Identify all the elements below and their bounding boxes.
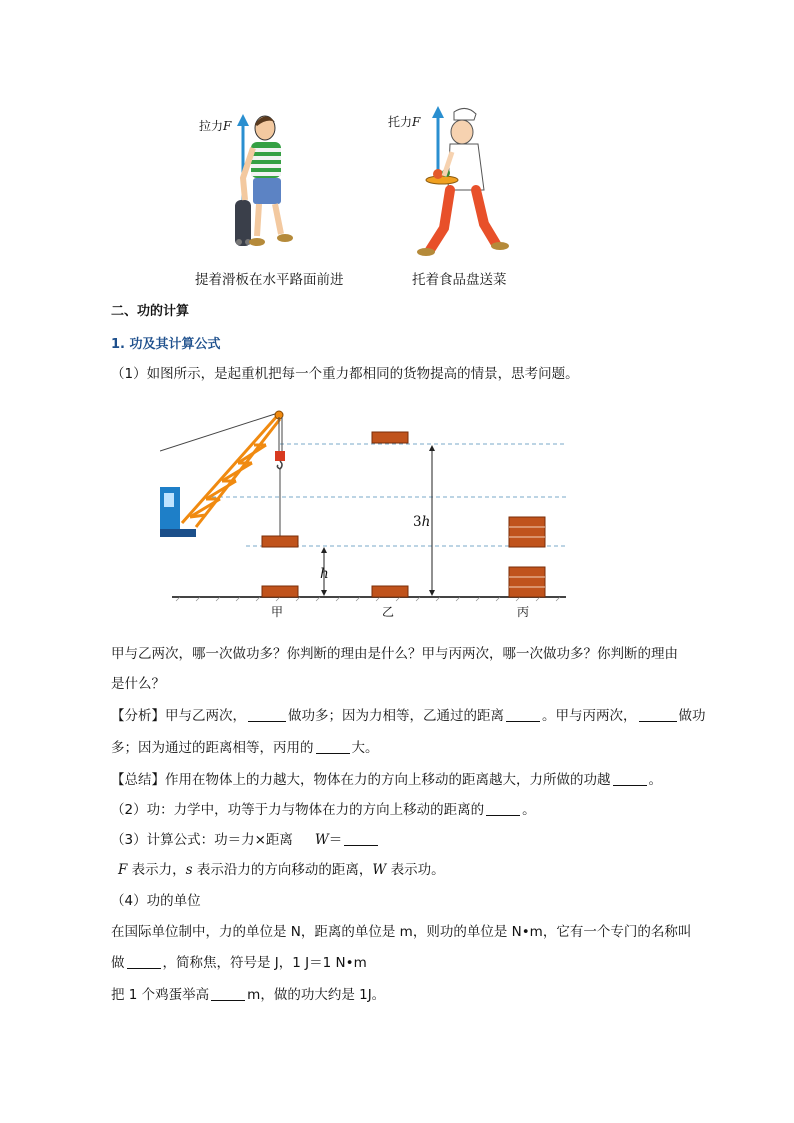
blank-egg[interactable] (211, 986, 245, 1001)
crane-boom (182, 415, 280, 527)
symbol-s: s (185, 862, 193, 878)
unit-text-2: ，简称焦，符号是 J，1 J＝1 N•m (162, 955, 367, 971)
blank-q3[interactable] (344, 831, 378, 846)
question-line-2: 是什么？ (111, 676, 165, 692)
unit-line-1: 在国际单位制中，力的单位是 N，距离的单位是 m，则功的单位是 N•m，它有一个专门的名称叫 (111, 924, 692, 940)
brick-jia-ground (262, 586, 298, 597)
analysis-line-2 (111, 738, 379, 758)
unit-line-2 (111, 953, 367, 973)
symbol-w: W (372, 862, 387, 878)
analysis-text-4: 做功 (678, 708, 706, 724)
brick-jia-raised (262, 536, 298, 547)
label-3h-var: h (421, 514, 431, 530)
bricks-bing-raised (509, 517, 545, 547)
label-h (320, 564, 329, 584)
q2-line (111, 800, 536, 820)
symbols-line (118, 860, 445, 880)
section-title: 二、功的计算 (111, 304, 190, 319)
caption-left: 提着滑板在水平路面前进 (195, 272, 344, 288)
label-jia: 甲 (271, 605, 284, 619)
label-h-var: h (320, 566, 329, 582)
label-3h-num: 3 (413, 514, 422, 530)
label-support-force-text: 托力 (388, 115, 413, 129)
egg-line (111, 985, 385, 1005)
analysis-text-5: 多；因为通过的距离相等，丙用的 (111, 740, 314, 756)
bricks-bing-ground (509, 567, 545, 597)
question-1-intro: （1）如图所示，是起重机把每一个重力都相同的货物提高的情景，思考问题。 (111, 366, 579, 382)
blank-summary[interactable] (613, 771, 647, 786)
q4-title: （4）功的单位 (111, 893, 201, 909)
crane-diagram (160, 405, 570, 625)
egg-text-1: 把 1 个鸡蛋举高 (111, 987, 210, 1003)
symbol-f: F (118, 862, 128, 878)
label-support-force-var: F (412, 115, 421, 129)
q3-text-1: （3）计算公式：功＝力×距离 (111, 832, 293, 848)
symbols-text-2: 表示沿力的方向移动的距离， (192, 862, 373, 878)
q2-text-1: （2）功：力学中，功等于力与物体在力的方向上移动的距离的 (111, 802, 485, 818)
summary-line (111, 770, 662, 790)
subsection-title: 1. 功及其计算公式 (111, 337, 221, 352)
label-pull-force-var: F (223, 119, 232, 133)
symbols-text-1: 表示力， (127, 862, 186, 878)
analysis-text-6: 大。 (351, 740, 379, 756)
blank-unit-name[interactable] (127, 954, 161, 969)
caption-right: 托着食品盘送菜 (412, 272, 507, 288)
label-3h (413, 512, 430, 532)
label-bing: 丙 (517, 605, 530, 619)
blank-analysis-2[interactable] (506, 707, 540, 722)
label-pull-force (199, 116, 231, 136)
blank-analysis-1[interactable] (248, 707, 286, 722)
summary-text-2: 。 (648, 772, 662, 788)
brick-yi-ground (372, 586, 408, 597)
egg-text-2: m，做的功大约是 1J。 (247, 987, 386, 1003)
label-support-force (388, 112, 420, 132)
crane-hook (277, 461, 282, 469)
analysis-line-1 (111, 706, 706, 726)
blank-analysis-4[interactable] (316, 739, 350, 754)
q3-var-w: W (314, 832, 329, 848)
q2-text-2: 。 (522, 802, 536, 818)
question-line-1: 甲与乙两次，哪一次做功多？你判断的理由是什么？甲与丙两次，哪一次做功多？你判断的理由 (111, 646, 678, 662)
analysis-text-2: 做功多；因为力相等，乙通过的距离 (288, 708, 504, 724)
q3-line (111, 830, 380, 850)
crane-hook-block (275, 451, 285, 461)
brick-yi-raised (372, 432, 408, 443)
q3-text-eq: ＝ (328, 832, 343, 848)
summary-text-1: 【总结】作用在物体上的力越大，物体在力的方向上移动的距离越大，力所做的功越 (111, 772, 611, 788)
label-pull-force-text: 拉力 (199, 119, 224, 133)
blank-q2[interactable] (486, 801, 520, 816)
blank-analysis-3[interactable] (639, 707, 677, 722)
label-yi: 乙 (382, 605, 395, 619)
analysis-text-1: 【分析】甲与乙两次， (111, 708, 246, 724)
crane-figure (160, 405, 570, 625)
unit-text-1: 做 (111, 955, 125, 971)
symbols-text-3: 表示功。 (386, 862, 445, 878)
analysis-text-3: 。甲与丙两次， (542, 708, 637, 724)
